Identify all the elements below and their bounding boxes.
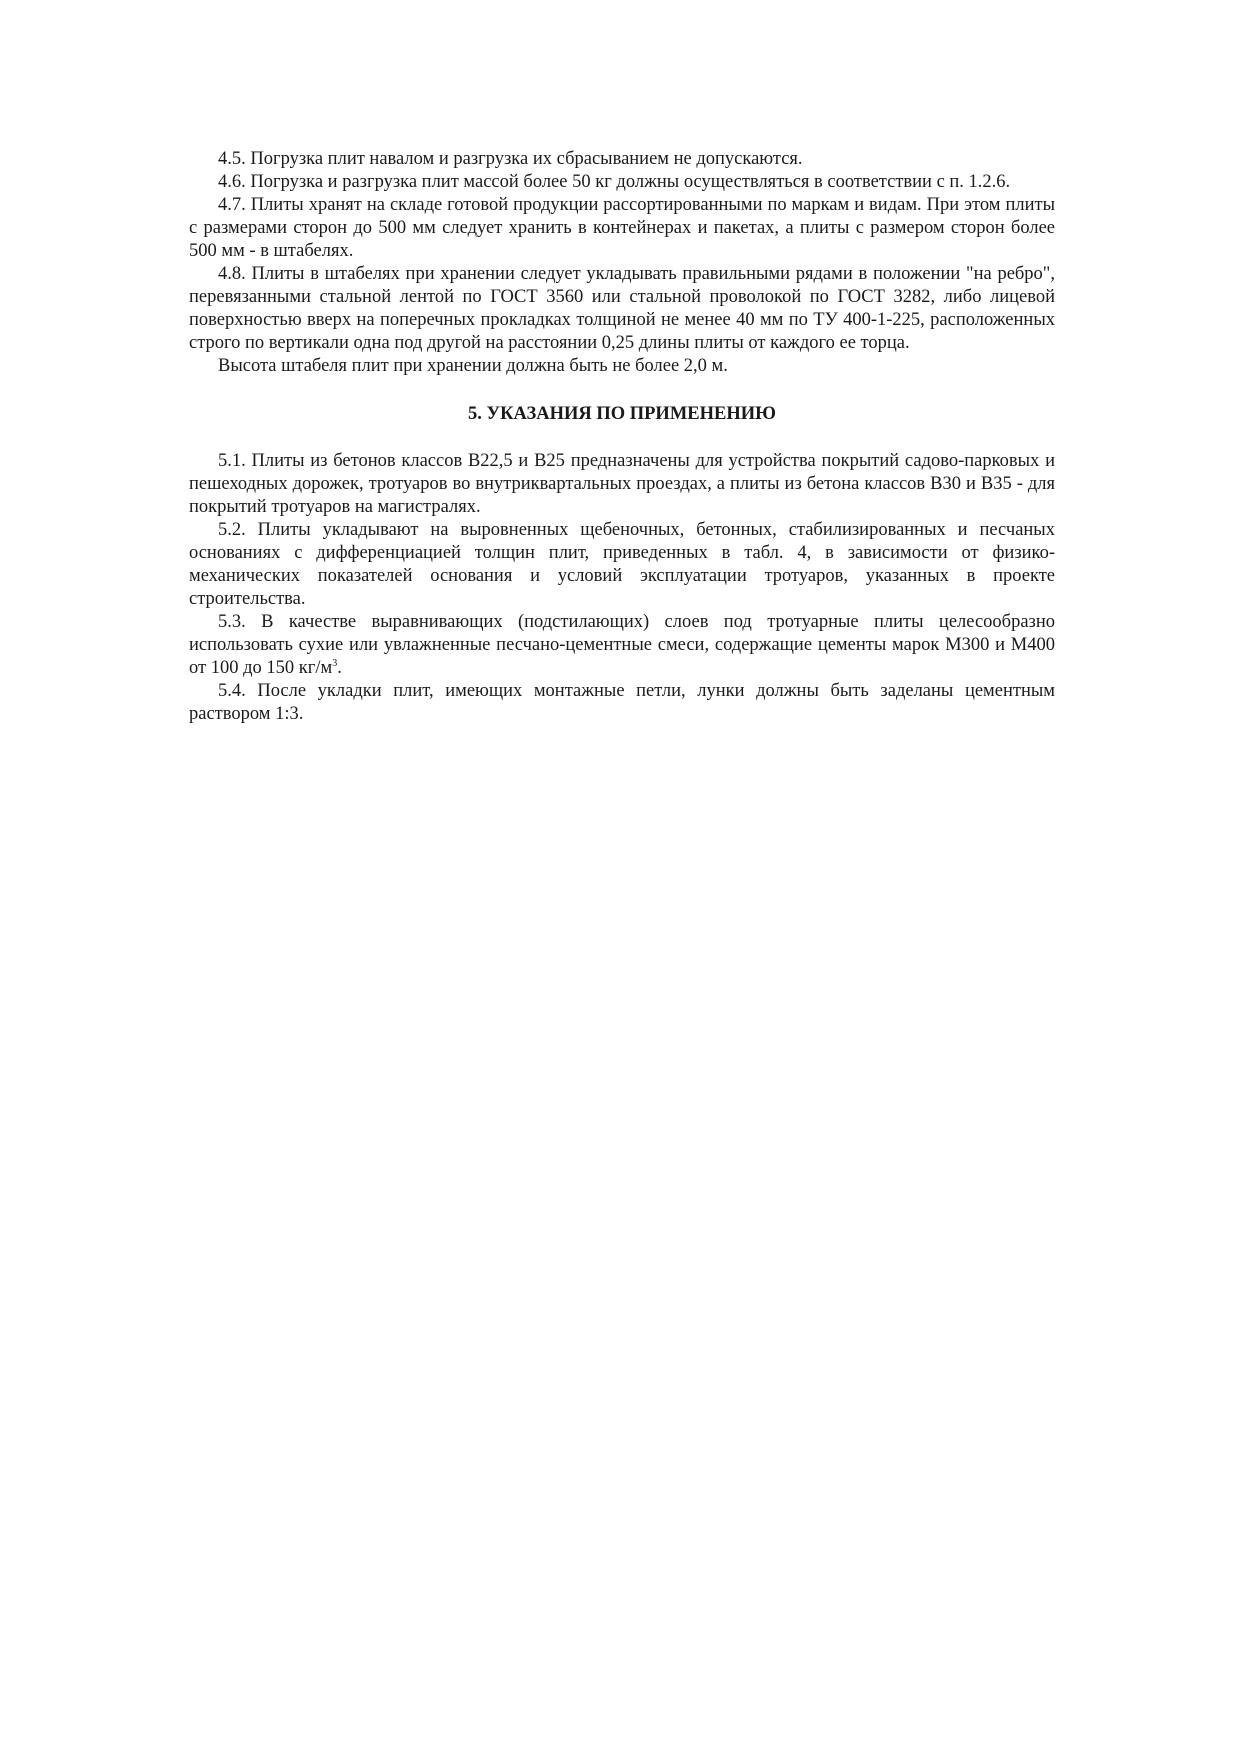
paragraph-5-3-end: .: [337, 658, 342, 678]
paragraph-stack-height: Высота штабеля плит при хранении должна быть не более 2,0 м.: [218, 356, 728, 376]
paragraph-4-5: 4.5. Погрузка плит навалом и разгрузка их сбрасыванием не допускаются.: [218, 149, 803, 169]
paragraph-4-8: 4.8. Плиты в штабелях при хранении следует укладывать правильными рядами в положении "на ребро", перевязанными стальной лентой по ГОСТ 3560 или стальной проволокой по ГОСТ 3282, либо лицевой поверхностью вверх на поперечных прокладках толщиной не менее 40 мм по ТУ 400-1-225, расположенных строго по вертикали одна под другой на расстоянии 0,25 длины плиты от каждого ее торца.: [189, 264, 1055, 353]
section-5-heading: 5. УКАЗАНИЯ ПО ПРИМЕНЕНИЮ: [468, 404, 776, 424]
paragraph-5-3-text: 5.3. В качестве выравнивающих (подстилающих) слоев под тротуарные плиты целесообразно использовать сухие или увлажненные песчано-цементные смеси, содержащие цементы марок М300 и М400 от 100 до 150 кг/м: [189, 612, 1055, 678]
document-page: [189, 148, 1055, 726]
cubic-superscript: 3: [332, 657, 338, 669]
paragraph-5-4: 5.4. После укладки плит, имеющих монтажные петли, лунки должны быть заделаны цементным раствором 1:3.: [189, 681, 1055, 724]
paragraph-4-6: 4.6. Погрузка и разгрузка плит массой более 50 кг должны осуществляться в соответствии с п. 1.2.6.: [218, 172, 1011, 192]
paragraph-4-7: 4.7. Плиты хранят на складе готовой продукции рассортированными по маркам и видам. При этом плиты с размерами сторон до 500 мм следует хранить в контейнерах и пакетах, а плиты с размером сторон более 500 мм - в штабелях.: [189, 195, 1055, 261]
paragraph-5-2: 5.2. Плиты укладывают на выровненных щебеночных, бетонных, стабилизированных и песчаных основаниях с дифференциацией толщин плит, приведенных в табл. 4, в зависимости от физико-механических показателей основания и условий эксплуатации тротуаров, указанных в проекте строительства.: [189, 520, 1055, 609]
paragraph-5-3: [189, 611, 1055, 680]
paragraph-5-1: 5.1. Плиты из бетонов классов В22,5 и В25 предназначены для устройства покрытий садово-парковых и пешеходных дорожек, тротуаров во внутриквартальных проездах, а плиты из бетона классов В30 и В35 - для покрытий тротуаров на магистралях.: [189, 451, 1055, 517]
